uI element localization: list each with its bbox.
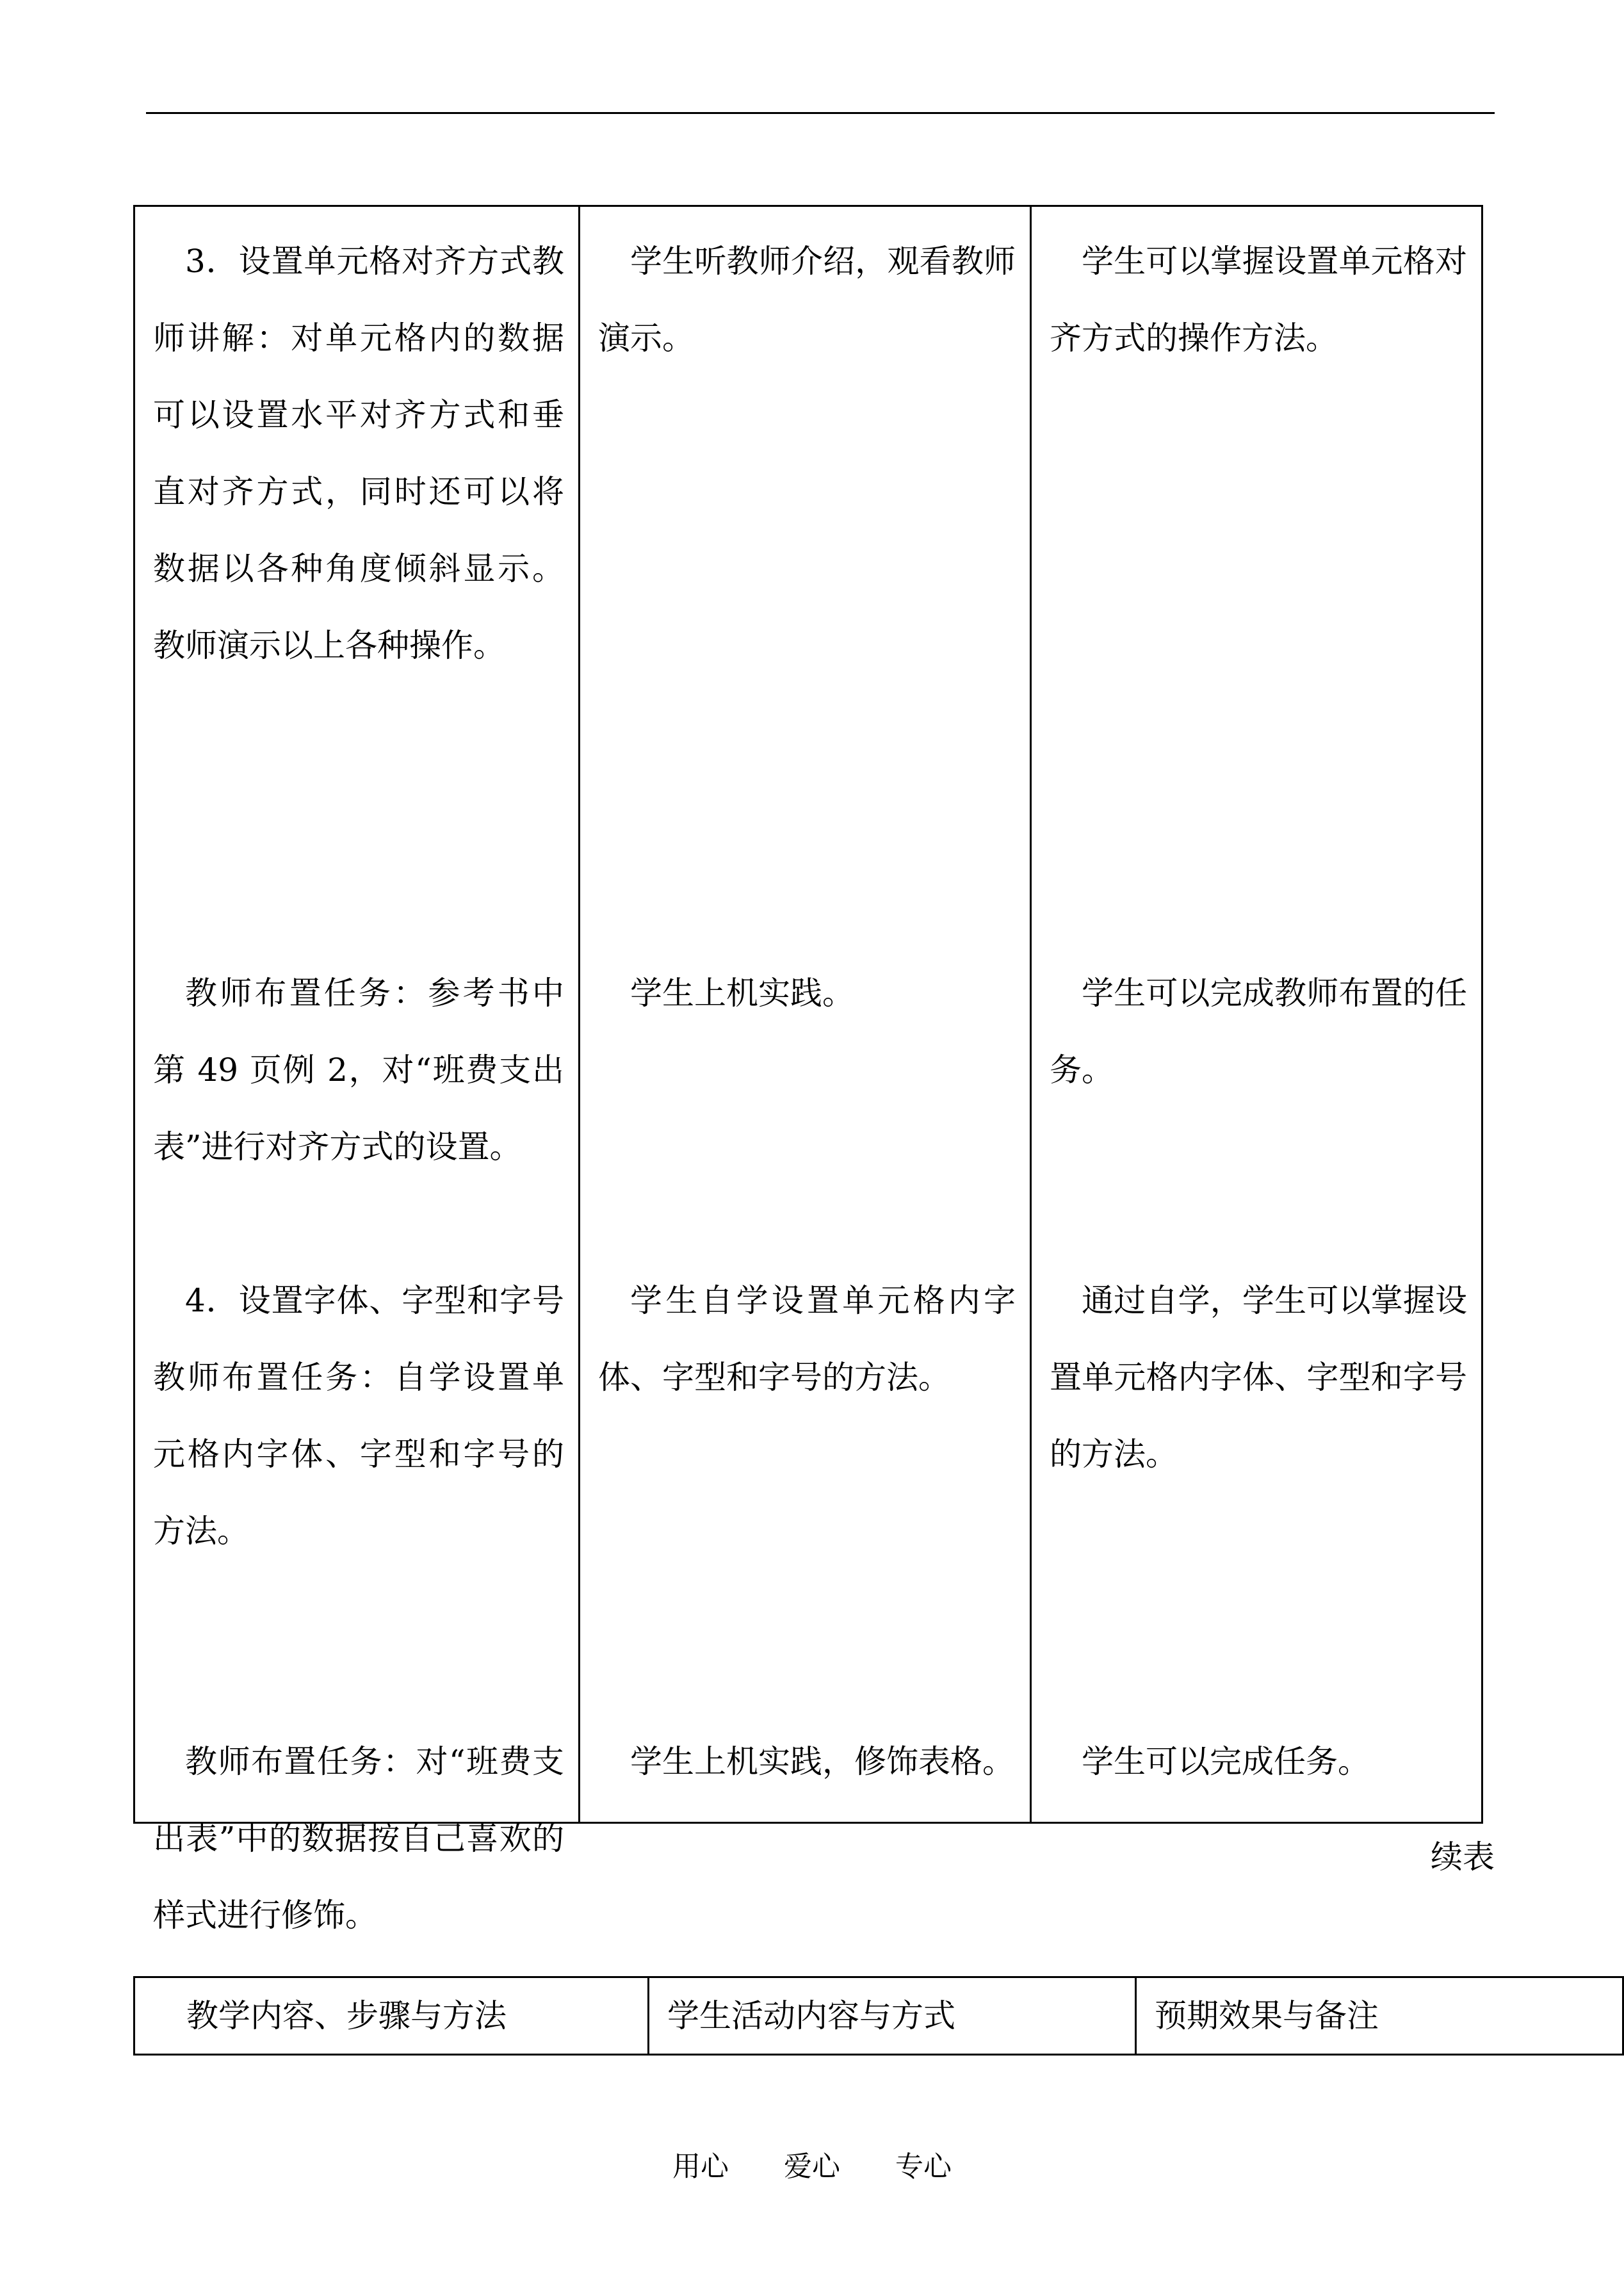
activity-cell-3: 学生自学设置单元格内字体、字型和字号的方法。 — [598, 1282, 1016, 1396]
activity-column — [580, 206, 1031, 1823]
table-row — [134, 206, 1482, 1823]
activity-cell-4: 学生上机实践，修饰表格。 — [630, 1743, 1014, 1780]
activity-cell-2: 学生上机实践。 — [630, 975, 854, 1012]
footer-part-1: 用心 — [672, 2150, 729, 2183]
page-footer — [0, 2148, 1624, 2186]
header-row — [134, 1977, 1623, 2055]
content-cell-4: 教师布置任务：对“班费支出表”中的数据按自己喜欢的样式进行修饰。 — [153, 1743, 564, 1934]
content-column — [134, 206, 580, 1934]
effect-cell-3: 通过自学，学生可以掌握设置单元格内字体、字型和字号的方法。 — [1050, 1282, 1467, 1473]
footer-part-2: 爱心 — [784, 2150, 840, 2183]
header-activity: 学生活动内容与方式 — [649, 1977, 1136, 2055]
header-rule — [146, 112, 1495, 114]
content-cell-2: 教师布置任务：参考书中第 49 页例 2，对“班费支出表”进行对齐方式的设置。 — [153, 975, 564, 1165]
header-content: 教学内容、步骤与方法 — [134, 1977, 649, 2055]
continued-table-header — [133, 1976, 1624, 2056]
effect-column — [1031, 206, 1482, 1823]
footer-part-3: 专心 — [895, 2150, 952, 2183]
effect-cell-1: 学生可以掌握设置单元格对齐方式的操作方法。 — [1050, 243, 1467, 357]
content-cell-1: 3．设置单元格对齐方式教师讲解：对单元格内的数据可以设置水平对齐方式和垂直对齐方式，同时还可以将数据以各种角度倾斜显示。教师演示以上各种操作。 — [153, 243, 564, 664]
activity-cell-1: 学生听教师介绍，观看教师演示。 — [598, 243, 1016, 357]
effect-cell-4: 学生可以完成任务。 — [1082, 1743, 1370, 1780]
content-cell-3: 4．设置字体、字型和字号教师布置任务：自学设置单元格内字体、字型和字号的方法。 — [153, 1282, 564, 1550]
continued-label: 续表 — [1431, 1838, 1495, 1876]
effect-cell-2: 学生可以完成教师布置的任务。 — [1050, 975, 1467, 1089]
header-effect: 预期效果与备注 — [1136, 1977, 1623, 2055]
